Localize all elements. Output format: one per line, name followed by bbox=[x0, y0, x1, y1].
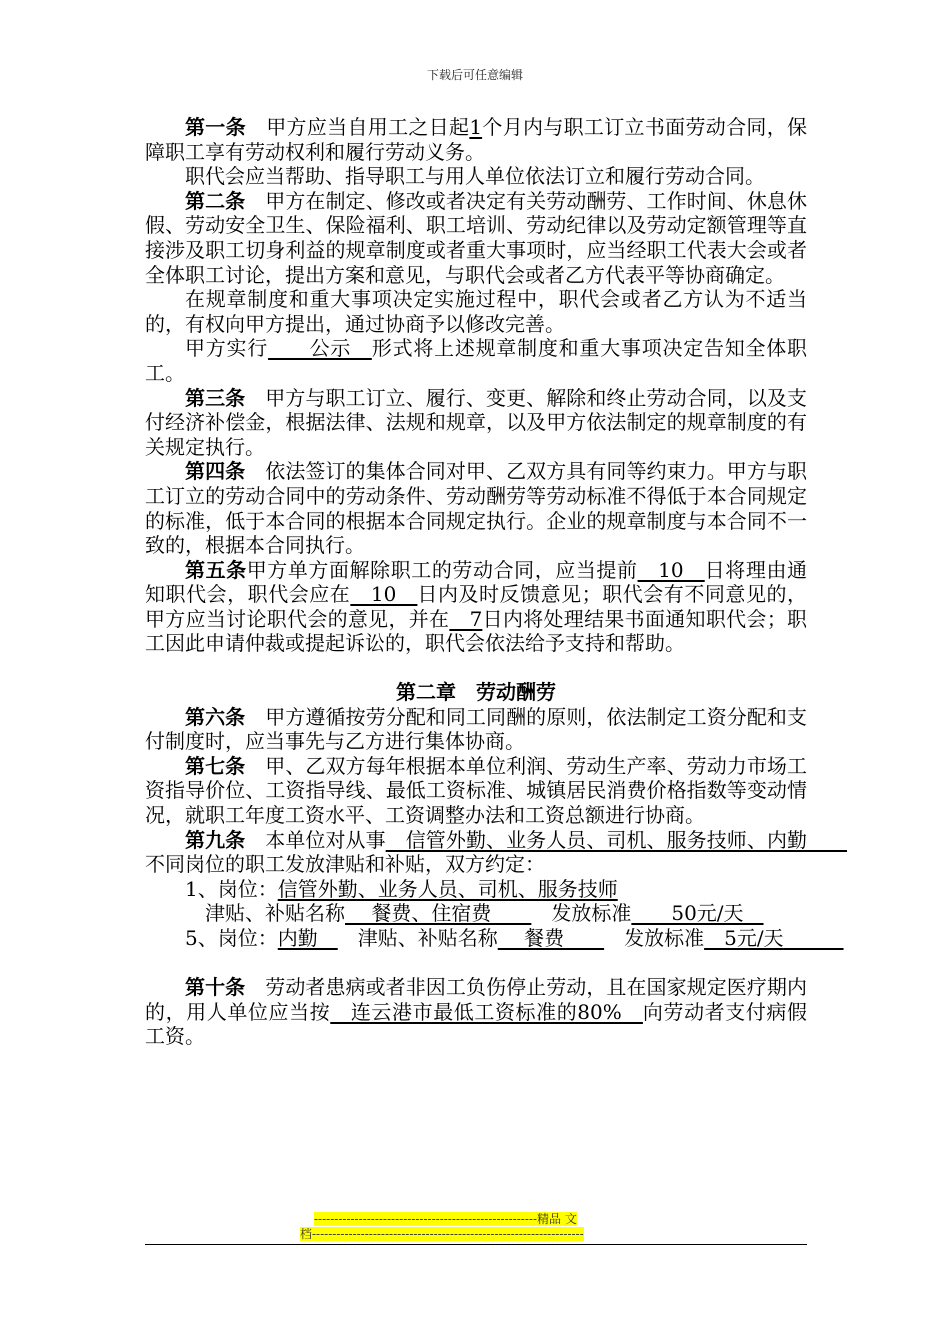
article-2-para-3: 甲方实行 公示 形式将上述规章制度和重大事项决定告知全体职工。 bbox=[145, 336, 808, 385]
article-1-blank: 1 bbox=[469, 115, 483, 139]
page-footer bbox=[300, 1212, 650, 1242]
standard-1-value: 50元/天 bbox=[631, 901, 764, 926]
article-9-blank: 信管外勤、业务人员、司机、服务技师、内勤 bbox=[385, 827, 848, 852]
allowance-1-line: 津贴、补贴名称 餐费、住宿费 发放标准 50元/天 bbox=[205, 901, 764, 926]
article-4-title: 第四条 bbox=[185, 459, 246, 484]
post-1-value: 信管外勤、业务人员、司机、服务技师 bbox=[277, 876, 618, 901]
chapter-2-title: 第二章 劳动酬劳 bbox=[396, 680, 556, 705]
article-1-para-2: 职代会应当帮助、指导职工与用人单位依法订立和履行劳动合同。 bbox=[185, 164, 765, 189]
footer-rule bbox=[145, 1244, 807, 1245]
article-1: 第一条 甲方应当自用工之日起1个月内与职工订立书面劳动合同，保障职工享有劳动权利和履行劳动义务。 bbox=[145, 115, 808, 164]
post-5-value: 内勤 bbox=[277, 926, 338, 950]
article-2-title: 第二条 bbox=[185, 188, 246, 213]
article-2-blank: 公示 bbox=[268, 336, 372, 361]
article-10-blank: 连云港市最低工资标准的80% bbox=[330, 999, 643, 1024]
article-7-title: 第七条 bbox=[185, 753, 246, 778]
article-4: 第四条 依法签订的集体合同对甲、乙双方具有同等约束力。甲方与职工订立的劳动合同中的劳动条件、劳动酬劳等劳动标准不得低于本合同规定的标准，低于本合同的根据本合同规定执行。企业的规章制度与本合同不一致的，根据本合同执行。 bbox=[145, 459, 808, 558]
article-5: 第五条甲方单方面解除职工的劳动合同，应当提前 10 日将理由通知职代会，职代会应在 10 日内及时反馈意见；职代会有不同意见的，甲方应当讨论职代会的意见，并在 7日内将处理结果书面通知职代会；职工因此申请仲裁或提起诉讼的，职代会依法给予支持和帮助。 bbox=[145, 557, 808, 656]
post-5-line: 5、岗位：内勤 津贴、补贴名称 餐费 发放标准 5元/天 bbox=[185, 926, 844, 950]
article-6-title: 第六条 bbox=[185, 704, 246, 729]
standard-5-value: 5元/天 bbox=[704, 926, 844, 950]
article-3: 第三条 甲方与职工订立、履行、变更、解除和终止劳动合同，以及支付经济补偿金，根据法律、法规和规章，以及甲方依法制定的规章制度的有关规定执行。 bbox=[145, 385, 808, 459]
article-9: 第九条 本单位对从事 信管外勤、业务人员、司机、服务技师、内勤 不同岗位的职工发放津贴和补贴，双方约定： bbox=[145, 827, 848, 877]
article-5-blank-1: 10 bbox=[637, 557, 705, 582]
article-5-blank-2: 10 bbox=[350, 582, 418, 607]
article-5-blank-3: 7 bbox=[449, 606, 483, 631]
allowance-5-value: 餐费 bbox=[497, 926, 605, 950]
article-5-title: 第五条 bbox=[185, 557, 247, 582]
article-6: 第六条 甲方遵循按劳分配和同工同酬的原则，依法制定工资分配和支付制度时，应当事先与乙方进行集体协商。 bbox=[145, 704, 808, 754]
article-2-para-2: 在规章制度和重大事项决定实施过程中，职代会或者乙方认为不适当的，有权向甲方提出，通过协商予以修改完善。 bbox=[145, 287, 807, 336]
article-1-title: 第一条 bbox=[185, 115, 246, 139]
article-10-title: 第十条 bbox=[185, 975, 246, 1000]
footer-line-1: -------------------------------------------------------精品 文 bbox=[314, 1212, 577, 1226]
document-body bbox=[145, 115, 848, 1049]
page-header: 下载后可任意编辑 bbox=[426, 68, 523, 82]
spacer bbox=[145, 951, 807, 976]
article-7: 第七条 甲、乙双方每年根据本单位利润、劳动生产率、劳动力市场工资指导价位、工资指导线、最低工资标准、城镇居民消费价格指数等变动情况，就职工年度工资水平、工资调整办法和工资总额进行协商。 bbox=[145, 753, 808, 828]
article-2: 第二条 甲方在制定、修改或者决定有关劳动酬劳、工作时间、休息休假、劳动安全卫生、保险福利、职工培训、劳动纪律以及劳动定额管理等直接涉及职工切身利益的规章制度或者重大事项时，应当经职工代表大会或者全体职工讨论，提出方案和意见，与职代会或者乙方代表平等协商确定。 bbox=[145, 188, 808, 287]
article-10: 第十条 劳动者患病或者非因工负伤停止劳动，且在国家规定医疗期内的，用人单位应当按 连云港市最低工资标准的80% 向劳动者支付病假工资。 bbox=[145, 975, 808, 1049]
article-9-title: 第九条 bbox=[185, 827, 246, 852]
article-3-title: 第三条 bbox=[185, 385, 246, 410]
allowance-1-value: 餐费、住宿费 bbox=[345, 901, 532, 926]
footer-line-2: 档------------------------------------------------------------------- bbox=[300, 1227, 584, 1241]
post-1-line: 1、岗位：信管外勤、业务人员、司机、服务技师 bbox=[185, 876, 618, 901]
